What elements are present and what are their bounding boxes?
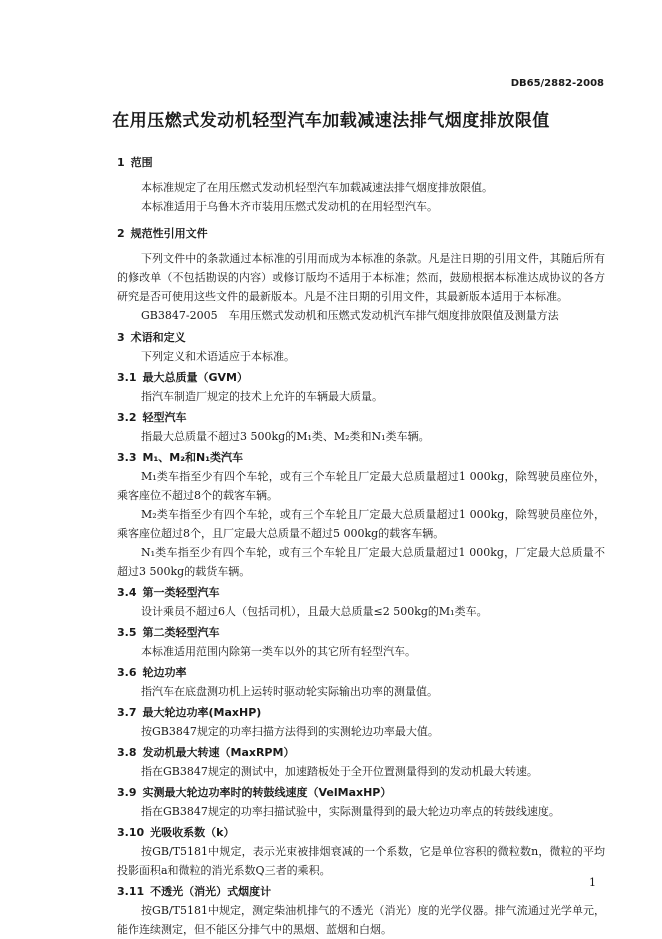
definition: 指汽车在底盘测功机上运转时驱动轮实际输出功率的测量值。 [141,685,438,698]
section-1-heading [117,153,605,172]
section-title: 规范性引用文件 [130,227,208,240]
subsection-term: 最大总质量（GVM） [142,371,248,384]
definition: 按GB/T5181中规定，测定柴油机排气的不透光（消光）度的光学仪器。排气流通过光学单元，能作连续测定，但不能区分排气中的黑烟、蓝烟和白烟。 [117,904,605,936]
definition: M₂类车指至少有四个车轮，或有三个车轮且厂定最大总质量超过1 000kg，除驾驶员座位外，乘客座位超过8个，且厂定最大总质量不超过5 000kg的载客车辆。 [117,508,605,540]
subsection-number: 3.5 [117,626,137,639]
subsection-term: 光吸收系数（k） [150,826,235,839]
subsection-term: 发动机最大转速（MaxRPM） [142,746,295,759]
subsection-heading [117,448,605,467]
paragraph: 本标准适用于乌鲁木齐市装用压燃式发动机的在用轻型汽车。 [141,200,438,213]
definition: 设计乘员不超过6人（包括司机），且最大总质量≤2 500kg的M₁类车。 [141,605,488,618]
subsection-number: 3.3 [117,451,137,464]
subsection-number: 3.2 [117,411,137,424]
subsection-term: 第一类轻型汽车 [142,586,220,599]
subsection-term: 轻型汽车 [142,411,187,424]
subsection-number: 3.10 [117,826,145,839]
subsection-term: 不透光（消光）式烟度计 [150,885,272,898]
subsection-number: 3.4 [117,586,137,599]
standard-number: DB65/2882-2008 [510,78,604,89]
subsection-heading [117,882,605,901]
subsection-term: 轮边功率 [142,666,187,679]
paragraph: 本标准规定了在用压燃式发动机轻型汽车加载减速法排气烟度排放限值。 [141,181,493,194]
definition: 本标准适用范围内除第一类车以外的其它所有轻型汽车。 [141,645,416,658]
subsection-heading [117,743,605,762]
subsection-term: M₁、M₂和N₁类汽车 [142,451,244,464]
definition: 指最大总质量不超过3 500kg的M₁类、M₂类和N₁类车辆。 [141,430,430,443]
subsection-term: 实测最大轮边功率时的转鼓线速度（VelMaxHP） [142,786,392,799]
document-title: 在用压燃式发动机轻型汽车加载减速法排气烟度排放限值 [112,111,550,131]
paragraph: 下列定义和术语适应于本标准。 [141,350,295,363]
subsection-number: 3.9 [117,786,137,799]
document-body [117,148,605,939]
section-title: 术语和定义 [130,331,186,344]
subsection-heading [117,623,605,642]
subsection-heading [117,703,605,722]
page-number: 1 [589,876,596,889]
subsection-heading [117,823,605,842]
subsection-number: 3.1 [117,371,137,384]
subsection-heading [117,583,605,602]
section-number: 3 [117,331,125,344]
section-number: 2 [117,227,125,240]
subsection-heading [117,408,605,427]
subsection-number: 3.7 [117,706,137,719]
definition: 指在GB3847规定的测试中，加速踏板处于全开位置测量得到的发动机最大转速。 [141,765,538,778]
definition: 指汽车制造厂规定的技术上允许的车辆最大质量。 [141,390,383,403]
section-3-heading [117,328,605,347]
subsection-term: 最大轮边功率(MaxHP) [142,706,262,719]
normative-reference: GB3847-2005 车用压燃式发动机和压燃式发动机汽车排气烟度排放限值及测量方法 [141,309,559,322]
subsection-number: 3.11 [117,885,145,898]
subsection-heading [117,783,605,802]
definition: N₁类车指至少有四个车轮，或有三个车轮且厂定最大总质量超过1 000kg，厂定最大总质量不超过3 500kg的载货车辆。 [117,546,605,578]
section-number: 1 [117,156,125,169]
definition: M₁类车指至少有四个车轮，或有三个车轮且厂定最大总质量超过1 000kg，除驾驶员座位外，乘客座位不超过8个的载客车辆。 [117,470,605,502]
section-2-heading [117,224,605,243]
subsection-heading [117,663,605,682]
subsection-number: 3.8 [117,746,137,759]
definition: 按GB3847规定的功率扫描方法得到的实测轮边功率最大值。 [141,725,439,738]
definition: 按GB/T5181中规定，表示光束被排烟衰减的一个系数，它是单位容积的微粒数n，微粒的平均投影面积a和微粒的消光系数Q三者的乘积。 [117,845,605,877]
subsection-number: 3.6 [117,666,137,679]
definition: 指在GB3847规定的功率扫描试验中，实际测量得到的最大轮边功率点的转鼓线速度。 [141,805,560,818]
subsection-term: 第二类轻型汽车 [142,626,220,639]
section-title: 范围 [130,156,153,169]
subsection-heading [117,368,605,387]
paragraph: 下列文件中的条款通过本标准的引用而成为本标准的条款。凡是注日期的引用文件，其随后所有的修改单（不包括勘误的内容）或修订版均不适用于本标准；然而，鼓励根据本标准达成协议的各方研究是否可使用这些文件的最新版本。凡是不注日期的引用文件，其最新版本适用于本标准。 [117,252,605,303]
